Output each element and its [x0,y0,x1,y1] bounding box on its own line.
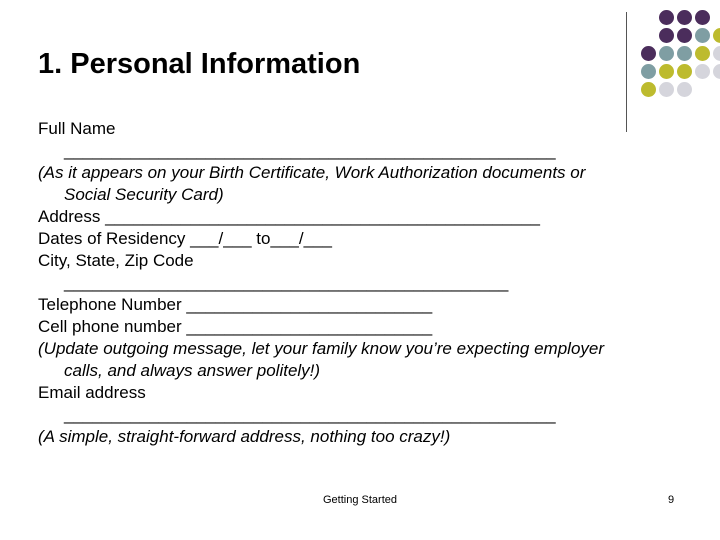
form-line: calls, and always answer politely!) [64,361,321,380]
decor-dot [695,28,710,43]
form-line: (A simple, straight-forward address, nothing too crazy!) [38,427,451,446]
decor-dot [713,28,720,43]
form-line: Telephone Number __________________________ [38,295,433,314]
decor-dot [677,82,692,97]
decor-dot [695,46,710,61]
decor-dot [641,64,656,79]
decor-dot [659,46,674,61]
page-title: 1. Personal Information [38,48,361,80]
form-line: ____________________________________________________ [64,141,556,160]
form-body [38,118,698,448]
form-line: ____________________________________________________ [64,405,556,424]
page-number: 9 [668,494,675,506]
form-line: Address ______________________________________________ [38,207,540,226]
form-line: Email address [38,383,146,402]
divider-vertical [626,12,627,132]
decor-dot [695,64,710,79]
form-line: (Update outgoing message, let your family know you’re expecting employer [38,339,605,358]
decor-dot [677,28,692,43]
form-line: _______________________________________________ [64,273,509,292]
form-line: Dates of Residency ___/___ to___/___ [38,229,332,248]
form-line: City, State, Zip Code [38,251,194,270]
decor-dot [677,46,692,61]
decor-dot [659,64,674,79]
decor-dot [713,46,720,61]
footer-text: Getting Started [323,494,397,506]
decor-dot [641,82,656,97]
decor-dot [659,82,674,97]
decor-dot [713,64,720,79]
decor-dot [677,10,692,25]
decor-dot [695,10,710,25]
decor-dot [659,10,674,25]
form-line: Cell phone number __________________________ [38,317,433,336]
decor-dot [659,28,674,43]
form-line: Full Name [38,119,116,138]
decor-dot [677,64,692,79]
form-line: Social Security Card) [64,185,224,204]
form-line: (As it appears on your Birth Certificate, Work Authorization documents or [38,163,586,182]
decor-dot [641,46,656,61]
